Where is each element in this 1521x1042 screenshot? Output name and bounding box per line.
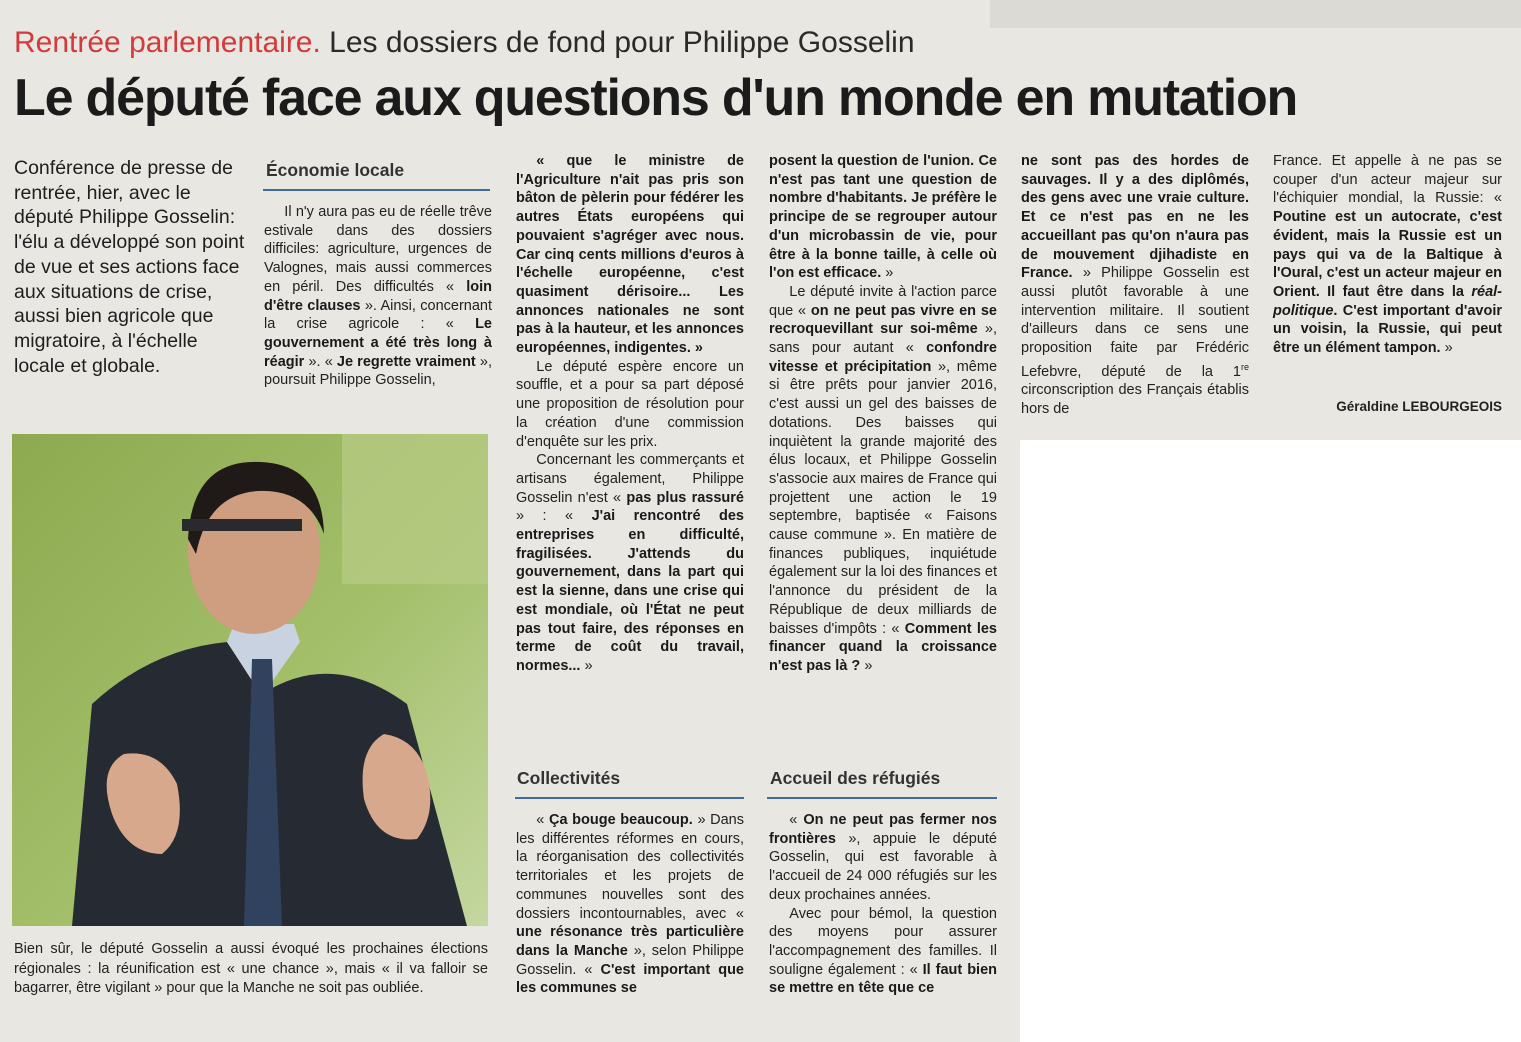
column-2: « que le ministre de l'Agriculture n'ait pas pris son bâton de pèlerin pour fédérer les autres États européens qui pouvaient s'agréger avec nous. Car cinq cents millions d'euros à l'échelle européenne, c'est quasiment dérisoire... Les annonces nationales ne sont pas à la hauteur, et les annonces européennes, indigentes. » Le député espère encore un souffle, et a pour sa part déposé une proposition de résolution pour la création d'une commission d'enquête sur les prix. Concernant les commerçants et artisans également, Philippe Gosselin n'est « pas plus rassuré » : « J'ai rencontré des entreprises en difficulté, fragilisées. J'attends du gouvernement, dans la part qui est la sienne, dans une crise qui est mondiale, où l'État ne peut pas tout faire, des réponses en terme de coût du travail, normes... » bbox=[516, 153, 744, 674]
article-kicker bbox=[14, 26, 915, 60]
section-rule bbox=[263, 189, 490, 191]
adjacent-article-edge bbox=[990, 0, 1521, 28]
column-5: France. Et appelle à ne pas se couper d'un acteur majeur sur l'échiquier mondial, la Russie: « Poutine est un autocrate, c'est évident, mais la Russie est un pays qui va de la Baltique à l'Oural, c'est un acteur majeur en Orient. Il faut être dans la réal-politique. C'est important d'avoir un voisin, la Russie, qui peut être un élément tampon. » bbox=[1273, 153, 1502, 357]
column-1: Il n'y aura pas eu de réelle trêve estivale dans des dossiers difficiles: agriculture, urgences de Valognes, mais aussi commerces en péril. Des difficultés « loin d'être clauses ». Ainsi, concernant la crise agricole : « Le gouvernement a été très long à réagir ». « Je regrette vraiment », poursuit Philippe Gosselin, bbox=[264, 204, 493, 389]
article-headline: Le député face aux questions d'un monde en mutation bbox=[14, 69, 1298, 127]
kicker-rest: Les dossiers de fond pour Philippe Gosselin bbox=[320, 26, 915, 59]
blank-area bbox=[1020, 440, 1521, 1042]
column-4: ne sont pas des hordes de sauvages. Il y a des diplômés, des gens avec une vraie culture. Et ce n'est pas en ne les accueillant pas qu'on n'aura pas de mouvement djihadiste en France. » Philippe Gosselin est aussi plutôt favorable à une intervention militaire. Il soutient d'ailleurs dans ce sens une proposition faite par Frédéric Lefebvre, député de la 1re circonscription des Français établis hors de bbox=[1021, 153, 1249, 417]
section-heading-collectivites: Collectivités bbox=[517, 768, 621, 788]
section-heading-economie: Économie locale bbox=[266, 160, 405, 180]
kicker-red: Rentrée parlementaire. bbox=[14, 26, 321, 59]
section-rule bbox=[515, 797, 744, 799]
article-photo bbox=[12, 434, 488, 926]
section-rule bbox=[767, 797, 997, 799]
author-byline: Géraldine LEBOURGEOIS bbox=[1336, 399, 1502, 414]
photo-caption: Bien sûr, le député Gosselin a aussi évoqué les prochaines élections régionales : la réunification est « une chance », mais « il va falloir se bagarrer, être vigilant » pour que la Manche ne soit pas oubliée. bbox=[14, 941, 488, 997]
photo-illustration bbox=[12, 434, 488, 926]
column-3-lower: « On ne peut pas fermer nos frontières », appuie le député Gosselin, qui est favorable à l'accueil de 24 000 réfugiés sur les deux prochaines années. Avec pour bémol, la question des moyens pour assurer l'accompagnement des familles. Il souligne également : « Il faut bien se mettre en tête que ce bbox=[769, 812, 998, 997]
section-heading-refugies: Accueil des réfugiés bbox=[770, 768, 941, 788]
column-2-lower: « Ça bouge beaucoup. » Dans les différentes réformes en cours, la réorganisation des collectivités territoriales et les projets de communes nouvelles sont des dossiers incontournables, avec « une résonance très particulière dans la Manche », selon Philippe Gosselin. « C'est important que les communes se bbox=[516, 812, 744, 997]
article-lead: Conférence de presse de rentrée, hier, avec le député Philippe Gosselin: l'élu a développé son point de vue et ses actions face aux situations de crise, aussi bien agricole que migratoire, à l'échelle locale et globale. bbox=[14, 157, 245, 377]
column-3: posent la question de l'union. Ce n'est pas tant une question de nombre d'habitants. Je préfère le principe de se regrouper autour d'un microbassin de vie, pour être à la bonne taille, à celle où l'on est efficace. » Le député invite à l'action parce que « on ne peut pas vivre en se recroquevillant sur soi-même », sans pour autant « confondre vitesse et précipitation », même si être prêts pour janvier 2016, c'est aussi un gel des baisses de dotations. Des baisses qui inquiètent la grande majorité des élus locaux, et Philippe Gosselin s'associe aux maires de France qui projettent une action le 19 septembre, baptisée « Faisons cause commune ». En matière de finances publiques, inquiétude également sur la loi des finances et l'annonce du président de la République de deux milliards de baisses d'impôts : « Comment les financer quand la croissance n'est pas là ? » bbox=[769, 153, 998, 674]
